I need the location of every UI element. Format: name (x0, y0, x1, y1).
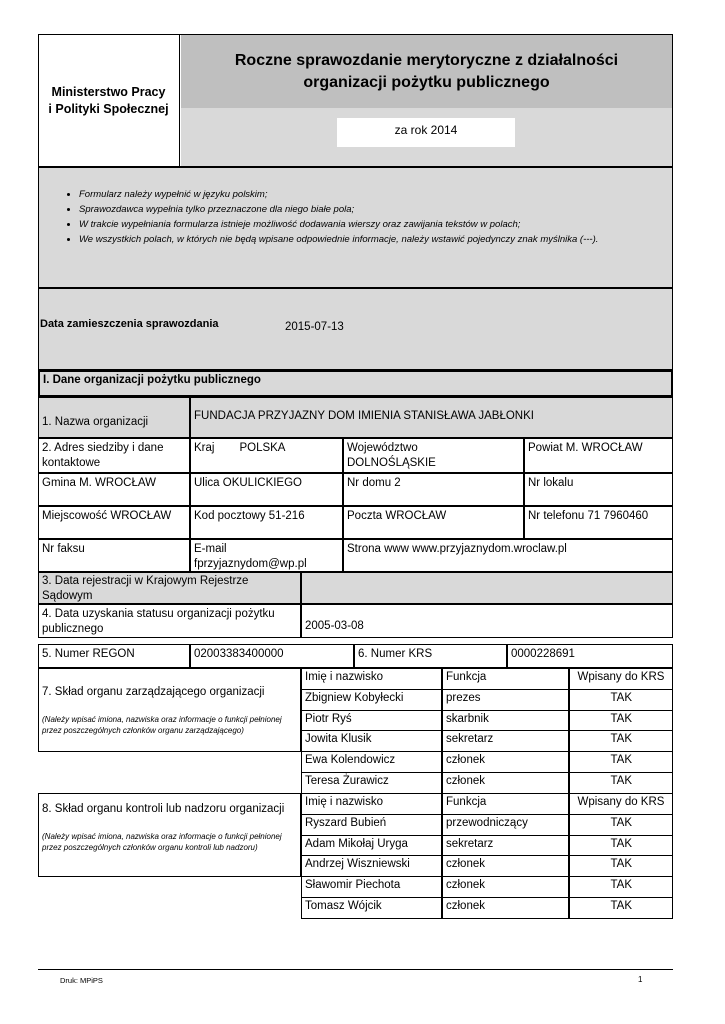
website-field[interactable]: Strona www www.przyjaznydom.wroclaw.pl (343, 539, 673, 572)
postal-code-field[interactable]: Kod pocztowy 51-216 (190, 506, 343, 539)
board-table-cell[interactable]: Ewa Kolendowicz (301, 751, 442, 773)
country-field[interactable]: Kraj POLSKA (190, 438, 343, 473)
board-table-cell[interactable]: Zbigniew Kobyłecki (301, 689, 442, 711)
board-table-cell[interactable]: członek (442, 751, 569, 773)
krs-registration-label: 3. Data rejestracji w Krajowym Rejestrze Sądowym (38, 572, 301, 604)
board-label-box (38, 668, 301, 752)
board-table-cell[interactable]: Jowita Klusik (301, 730, 442, 752)
section-1-title-text: I. Dane organizacji pożytku publicznego (43, 374, 261, 386)
control-table-cell[interactable]: sekretarz (442, 835, 569, 857)
board-label: 7. Skład organu zarządzającego organizacji (42, 686, 265, 698)
board-table-cell[interactable]: TAK (569, 730, 673, 752)
control-header-cell: Funkcja (442, 793, 569, 815)
regon-value[interactable]: 02003383400000 (190, 644, 354, 668)
krs-number-value[interactable]: 0000228691 (507, 644, 673, 668)
control-table-cell[interactable]: Andrzej Wiszniewski (301, 855, 442, 877)
report-date-value[interactable]: 2015-07-13 (285, 321, 344, 333)
commune-field[interactable]: Gmina M. WROCŁAW (38, 473, 190, 506)
report-date-label: Data zamieszczenia sprawozdania (40, 318, 219, 330)
board-table-cell[interactable]: skarbnik (442, 710, 569, 732)
title-line-2: organizacji pożytku publicznego (303, 73, 550, 91)
year-field[interactable] (337, 118, 515, 147)
krs-registration-value[interactable] (301, 572, 673, 604)
footer-rule (38, 969, 673, 970)
board-table-cell[interactable]: TAK (569, 772, 673, 794)
control-table-cell[interactable]: TAK (569, 897, 673, 919)
control-table-cell[interactable]: TAK (569, 814, 673, 836)
board-table-cell[interactable]: członek (442, 772, 569, 794)
board-table-cell[interactable]: prezes (442, 689, 569, 711)
opp-status-value[interactable]: 2005-03-08 (301, 604, 673, 638)
instruction-item: • W trakcie wypełniania formularza istnieje możliwość dodawania wierszy oraz zawijania tekstów w polach; (79, 217, 672, 232)
ministry-line-2: i Polityki Społecznej (48, 101, 169, 116)
control-table-cell[interactable]: TAK (569, 876, 673, 898)
control-table-cell[interactable]: TAK (569, 855, 673, 877)
regon-label: 5. Numer REGON (38, 644, 190, 668)
apartment-number-field[interactable]: Nr lokalu (524, 473, 673, 506)
instructions-box (38, 167, 673, 288)
email-field[interactable]: E-mail fprzyjaznydom@wp.pl (190, 539, 343, 572)
control-header-cell: Imię i nazwisko (301, 793, 442, 815)
instruction-item: • We wszystkich polach, w których nie będą wpisane odpowiednie informacje, należy wstawić pojedynczy znak myślnika (---). (79, 232, 672, 247)
street-field[interactable]: Ulica OKULICKIEGO (190, 473, 343, 506)
board-table-cell[interactable]: Teresa Żurawicz (301, 772, 442, 794)
org-name-value[interactable]: FUNDACJA PRZYJAZNY DOM IMIENIA STANISŁAWA JABŁONKI (190, 397, 673, 438)
control-table-cell[interactable]: Ryszard Bubień (301, 814, 442, 836)
board-header-cell: Wpisany do KRS (569, 668, 673, 690)
title-box (181, 35, 672, 108)
county-field[interactable]: Powiat M. WROCŁAW (524, 438, 673, 473)
city-field[interactable]: Miejscowość WROCŁAW (38, 506, 190, 539)
control-table-cell[interactable]: Tomasz Wójcik (301, 897, 442, 919)
opp-status-label: 4. Data uzyskania statusu organizacji pożytku publicznego (38, 604, 301, 638)
voivodeship-field[interactable]: WojewództwoDOLNOŚLĄSKIE (343, 438, 524, 473)
phone-field[interactable]: Nr telefonu 71 7960460 (524, 506, 673, 539)
control-label-box (38, 793, 301, 877)
address-label: 2. Adres siedziby i dane kontaktowe (38, 438, 190, 473)
control-table-cell[interactable]: TAK (569, 835, 673, 857)
instruction-item: • Formularz należy wypełnić w języku polskim; (79, 187, 672, 202)
krs-number-label: 6. Numer KRS (354, 644, 507, 668)
board-table-cell[interactable]: TAK (569, 710, 673, 732)
control-label: 8. Skład organu kontroli lub nadzoru organizacji (42, 803, 285, 815)
board-table-cell[interactable]: TAK (569, 689, 673, 711)
house-number-field[interactable]: Nr domu 2 (343, 473, 524, 506)
control-table-cell[interactable]: Adam Mikołaj Uryga (301, 835, 442, 857)
year-label: za rok 2014 (394, 123, 458, 137)
ministry-line-1: Ministerstwo Pracy (51, 84, 166, 99)
board-table-cell[interactable]: sekretarz (442, 730, 569, 752)
control-table-cell[interactable]: członek (442, 897, 569, 919)
instructions-list (39, 187, 672, 247)
board-table-cell[interactable]: TAK (569, 751, 673, 773)
control-table-cell[interactable]: przewodniczący (442, 814, 569, 836)
control-hint: (Należy wpisać imiona, nazwiska oraz informacje o funkcji pełnionej przez poszczególnych członków organu kontroli lub nadzoru) (42, 832, 282, 852)
fax-field[interactable]: Nr faksu (38, 539, 190, 572)
board-hint: (Należy wpisać imiona, nazwiska oraz informacje o funkcji pełnionej przez poszczególnych członków organu zarządzającego) (42, 715, 282, 735)
board-table-cell[interactable]: Piotr Ryś (301, 710, 442, 732)
control-table-cell[interactable]: członek (442, 855, 569, 877)
board-header-cell: Funkcja (442, 668, 569, 690)
instruction-item: • Sprawozdawca wypełnia tylko przeznaczone dla niego białe pola; (79, 202, 672, 217)
section-1-title (38, 370, 673, 397)
ministry-box (38, 34, 180, 167)
org-name-label: 1. Nazwa organizacji (38, 397, 190, 438)
control-header-cell: Wpisany do KRS (569, 793, 673, 815)
page-number: 1 (638, 975, 643, 984)
title-line-1: Roczne sprawozdanie merytoryczne z działalności (234, 51, 619, 69)
control-table-cell[interactable]: Sławomir Piechota (301, 876, 442, 898)
post-office-field[interactable]: Poczta WROCŁAW (343, 506, 524, 539)
board-header-cell: Imię i nazwisko (301, 668, 442, 690)
control-table-cell[interactable]: członek (442, 876, 569, 898)
footer-print-label: Druk: MPiPS (60, 976, 103, 985)
